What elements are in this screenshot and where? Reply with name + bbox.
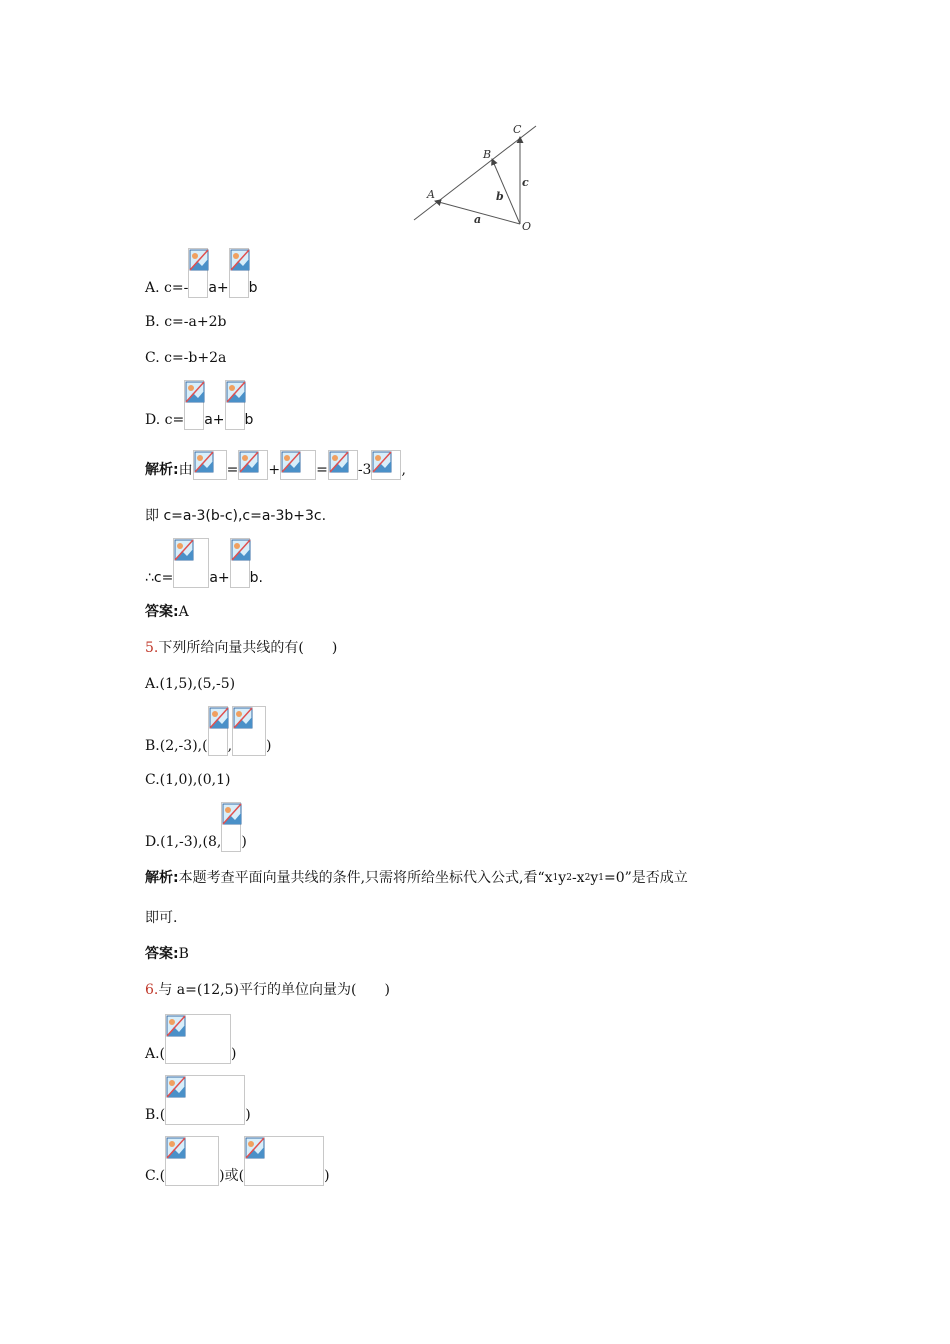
q6-option-c [145,1136,330,1186]
label-b-point: B [483,148,492,161]
q5-formula-text: y [590,870,599,886]
q5-stem [145,638,337,658]
q6-number: 6. [145,982,159,998]
q5-formula-text: -x [571,870,585,886]
q5-formula-sub: 1 [552,873,559,883]
broken-image-icon [232,706,266,756]
q6-option-a-suffix: ) [231,1046,237,1062]
q5-answer-label: 答案: [145,946,179,962]
q5-formula-sub: 2 [584,873,591,883]
q5-option-b [145,706,272,756]
q5-stem-text: 下列所给向量共线的有( ) [158,640,338,656]
broken-image-icon [328,450,358,480]
q4-option-b: B. c=-a+2b [145,314,227,330]
q6-stem [145,980,390,1000]
q6-option-b-suffix: ) [245,1107,251,1123]
broken-image-icon [221,802,241,852]
q5-option-b-prefix: B.(2,-3),( [145,738,208,754]
label-a-vector: a [474,213,482,226]
q5-analysis [145,868,688,888]
line-ac [414,126,536,220]
broken-image-icon [165,1075,245,1125]
q4-analysis-text: -3 [357,462,372,478]
broken-image-icon [244,1136,324,1186]
label-c-point: C [513,123,522,136]
q4-analysis-text: b. [249,570,263,586]
broken-image-icon [229,248,249,298]
label-c-vector: c [522,176,529,189]
q4-answer-value: A [178,604,189,620]
q4-option-a-suffix: b [248,280,258,296]
q5-option-b-suffix: ) [266,738,272,754]
q5-analysis-label: 解析: [145,870,179,886]
vector-diagram [408,118,548,236]
q4-option-d-mid: a+ [204,412,225,428]
q5-number: 5. [145,640,159,656]
q4-analysis-line2: 即 c=a-3(b-c),c=a-3b+3c. [145,508,327,524]
q4-analysis-text: = [316,462,328,478]
q5-analysis-text: 本题考查平面向量共线的条件,只需将所给坐标代入公式,看“x [178,870,553,886]
broken-image-icon [371,450,401,480]
q4-option-d [145,380,253,430]
broken-image-icon [184,380,204,430]
broken-image-icon [225,380,245,430]
q4-analysis-line3 [145,538,263,588]
q5-formula-text: =0”是否成立 [603,870,688,886]
label-o-point: O [522,220,532,233]
q5-option-b-mid: , [227,738,233,754]
q6-option-c-prefix: C.( [145,1168,166,1184]
label-b-vector: b [496,190,504,203]
q5-option-c: C.(1,0),(0,1) [145,772,231,788]
broken-image-icon [165,1136,219,1186]
q5-analysis-cont: 即可. [145,910,178,926]
q5-option-d [145,802,247,852]
broken-image-icon [208,706,228,756]
q4-analysis-text: = [226,462,239,478]
q4-answer-label: 答案: [145,604,179,620]
q4-analysis-text: ∴c= [145,570,174,586]
q6-stem-text: 与 a=(12,5)平行的单位向量为( ) [158,982,390,998]
q5-answer [145,944,189,964]
broken-image-icon [193,450,227,480]
broken-image-icon [238,450,268,480]
q4-option-a-prefix: A. c=- [145,280,189,296]
broken-image-icon [165,1014,231,1064]
q6-option-c-suffix: ) [324,1168,330,1184]
q4-analysis-text: , [401,462,406,478]
q5-option-d-prefix: D.(1,-3),(8, [145,834,222,850]
q4-analysis-text: 由 [178,462,193,478]
label-a-point: A [427,188,435,201]
broken-image-icon [230,538,250,588]
q6-option-b [145,1075,251,1125]
q4-option-d-suffix: b [244,412,254,428]
q4-analysis-text: a+ [209,570,230,586]
q4-analysis-line1 [145,450,406,480]
q6-option-c-mid: )或( [219,1168,245,1184]
q5-formula-sub: 1 [598,873,604,883]
q4-answer [145,602,189,622]
q5-answer-value: B [178,946,189,962]
broken-image-icon [188,248,208,298]
q5-formula-sub: 2 [566,873,572,883]
broken-image-icon [173,538,209,588]
q4-analysis-text: + [268,462,281,478]
q6-option-b-prefix: B.( [145,1107,166,1123]
q5-option-d-suffix: ) [241,834,247,850]
q6-option-a [145,1014,237,1064]
q5-option-a: A.(1,5),(5,-5) [145,676,236,692]
q4-option-c: C. c=-b+2a [145,350,227,366]
q4-analysis-label: 解析: [145,462,179,478]
broken-image-icon [280,450,316,480]
q4-option-a-mid: a+ [208,280,229,296]
q6-option-a-prefix: A.( [145,1046,166,1062]
q5-formula-text: y [558,870,567,886]
q4-option-d-prefix: D. c= [145,412,185,428]
q4-option-a [145,248,258,298]
